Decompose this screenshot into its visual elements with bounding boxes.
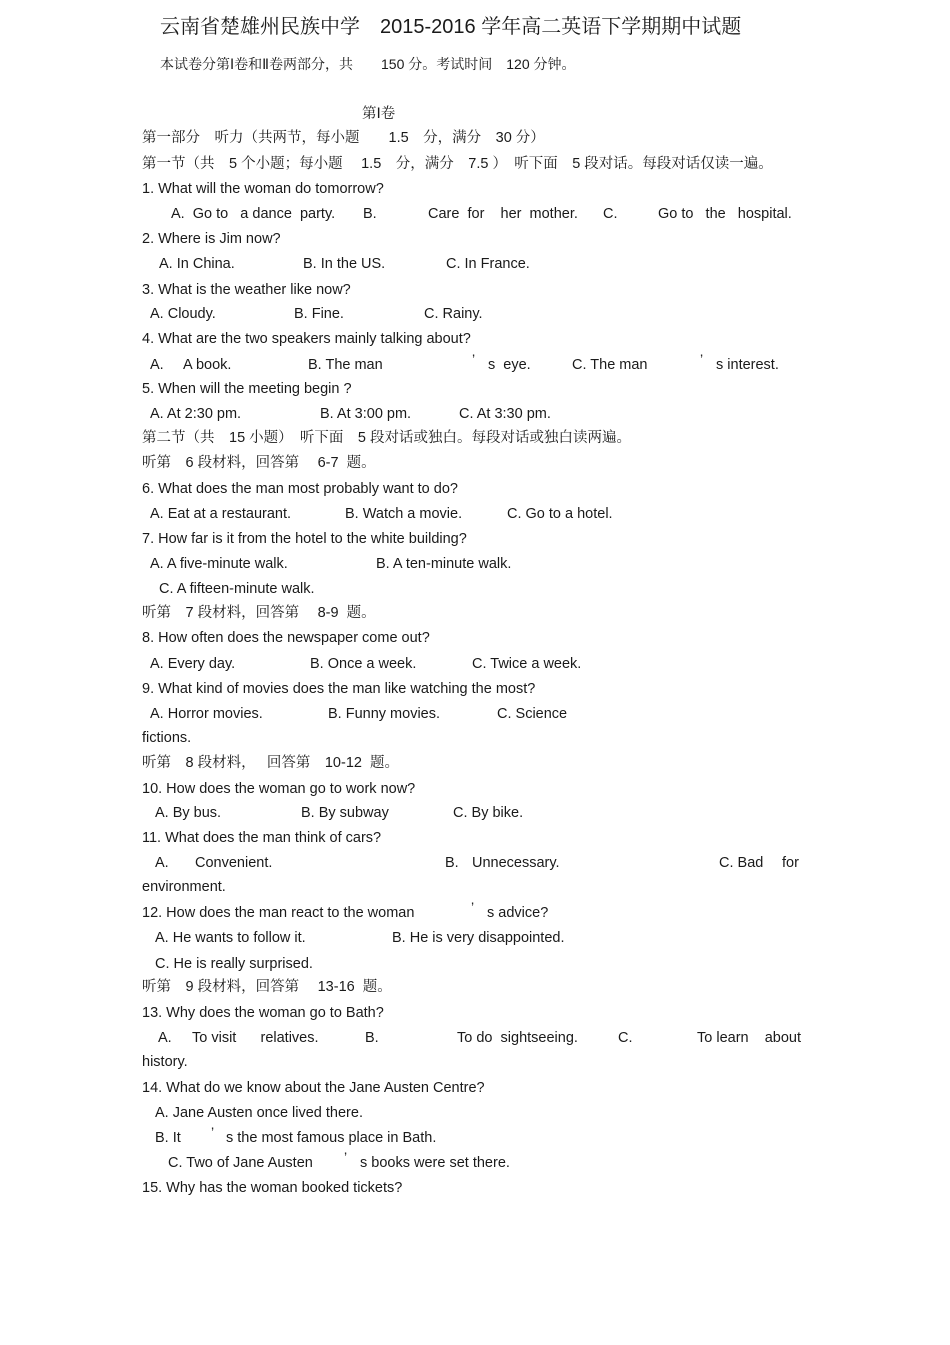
question-stem: 12. How does the man react to the woman [142,905,415,921]
option-a: A. [158,1030,172,1046]
option-c: C. Twice a week. [472,656,582,672]
option-c-tail: s books were set there. [360,1155,510,1171]
option-b: B. In the US. [303,256,386,272]
option-c-text: Go to the hospital. [658,206,792,222]
option-c-tail: s interest. [716,357,779,373]
material-heading: 听第 7 段材料，回答第 8-9 题。 [142,605,376,621]
option-a: A. Go to a dance party. [171,206,336,222]
option-b-tail: s the most famous place in Bath. [226,1130,437,1146]
option-a-text: To visit relatives. [192,1030,319,1046]
option-b: B. It [155,1130,181,1146]
option-a: A. Every day. [150,656,236,672]
option-c: C. Bad [719,855,764,871]
option-c: C. A fifteen-minute walk. [159,581,315,597]
apostrophe-mark: ’ [344,1149,348,1165]
option-b: B. [445,855,459,871]
option-a: A. A book. [150,357,232,373]
option-c: C. Science [497,706,568,722]
option-b: B. By subway [301,805,389,821]
option-c: C. [618,1030,633,1046]
question-stem: 10. How does the woman go to work now? [142,781,416,797]
option-c: C. In France. [446,256,530,272]
option-b: B. [363,206,377,222]
option-c-continued: environment. [142,879,226,895]
option-c-continued: fictions. [142,730,192,746]
exam-title: 云南省楚雄州民族中学 2015-2016 学年高二英语下学期期中试题 [160,16,742,38]
option-b: B. He is very disappointed. [392,930,565,946]
option-a: A. By bus. [155,805,222,821]
question-stem: 1. What will the woman do tomorrow? [142,181,384,197]
section2-heading: 第二节（共 15 小题） 听下面 5 段对话或独白。每段对话或独白读两遍。 [142,430,631,446]
material-heading: 听第 8 段材料， 回答第 10-12 题。 [142,755,400,771]
apostrophe-mark: ’ [700,351,704,367]
option-c: C. He is really surprised. [155,956,313,972]
question-stem: 4. What are the two speakers mainly talking about? [142,331,471,347]
question-stem: 6. What does the man most probably want to do? [142,481,458,497]
option-c: C. Rainy. [424,306,483,322]
option-b-text: To do sightseeing. [457,1030,578,1046]
apostrophe-mark: ’ [472,351,476,367]
option-c-text: for [782,855,799,871]
option-a: A. He wants to follow it. [155,930,306,946]
option-b: B. Watch a movie. [345,506,463,522]
option-c: C. The man [572,357,648,373]
question-stem: 9. What kind of movies does the man like watching the most? [142,681,536,697]
option-b-text: Care for her mother. [428,206,578,222]
option-a: A. Horror movies. [150,706,263,722]
option-c-continued: history. [142,1054,188,1070]
question-stem: 14. What do we know about the Jane Austen Centre? [142,1080,485,1096]
option-a: A. Cloudy. [150,306,216,322]
question-stem: 11. What does the man think of cars? [142,830,382,846]
exam-intro: 本试卷分第Ⅰ卷和Ⅱ卷两部分，共 150 分。考试时间 120 分钟。 [160,56,576,72]
apostrophe-mark: ’ [471,899,475,915]
material-heading: 听第 9 段材料，回答第 13-16 题。 [142,979,392,995]
option-c: C. By bike. [453,805,524,821]
option-b: B. A ten-minute walk. [376,556,512,572]
apostrophe-mark: ’ [211,1124,215,1140]
option-c: C. At 3:30 pm. [459,406,551,422]
option-c: C. Go to a hotel. [507,506,613,522]
volume-title: 第Ⅰ卷 [362,106,396,122]
question-stem: 3. What is the weather like now? [142,282,351,298]
option-c: C. Two of Jane Austen [168,1155,313,1171]
question-stem: 2. Where is Jim now? [142,231,281,247]
option-a: A. A five-minute walk. [150,556,288,572]
question-stem: 15. Why has the woman booked tickets? [142,1180,403,1196]
material-heading: 听第 6 段材料，回答第 6-7 题。 [142,455,376,471]
question-stem: 8. How often does the newspaper come out? [142,630,430,646]
option-b: B. Once a week. [310,656,417,672]
part1-heading: 第一部分 听力（共两节，每小题 1.5 分，满分 30 分） [142,130,545,146]
option-a: A. At 2:30 pm. [150,406,242,422]
option-c-text: To learn about [697,1030,801,1046]
question-stem: 5. When will the meeting begin ? [142,381,352,397]
option-b-text: Unnecessary. [472,855,560,871]
option-a-text: Convenient. [195,855,273,871]
option-a: A. In China. [159,256,235,272]
question-stem: 7. How far is it from the hotel to the white building? [142,531,467,547]
option-b: B. [365,1030,379,1046]
question-stem: 13. Why does the woman go to Bath? [142,1005,384,1021]
option-a: A. Jane Austen once lived there. [155,1105,363,1121]
option-b: B. At 3:00 pm. [320,406,412,422]
option-b: B. The man [308,357,383,373]
option-b-tail: s eye. [488,357,531,373]
option-b: B. Fine. [294,306,344,322]
option-b: B. Funny movies. [328,706,441,722]
option-a: A. [155,855,169,871]
option-a: A. Eat at a restaurant. [150,506,292,522]
section1-heading: 第一节（共 5 个小题；每小题 1.5 分，满分 7.5 ） 听下面 5 段对话。每段对话仅读一遍。 [142,156,773,172]
option-c: C. [603,206,618,222]
question-stem-tail: s advice? [487,905,549,921]
